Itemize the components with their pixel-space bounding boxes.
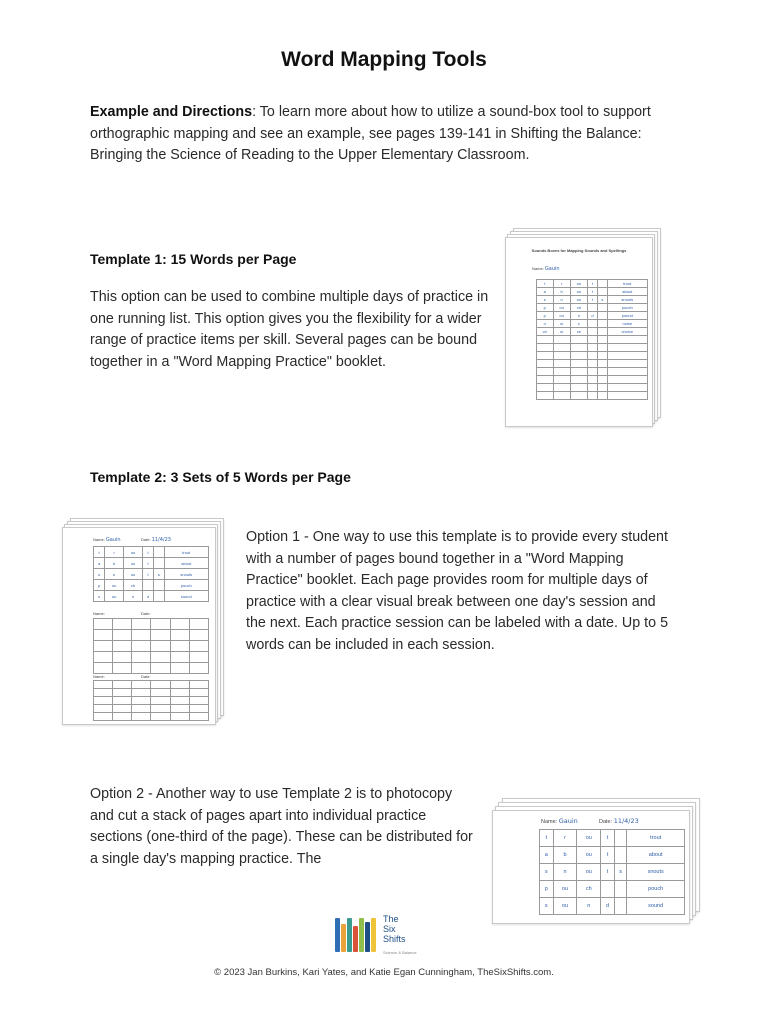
template2-option2: Option 2 - Another way to use Template 2 is to photocopy and cut a stack of pages apart into individual practice sections (one-third of the page). These can be distributed for a single day's mapping practice. The — [90, 786, 473, 867]
thumb2-name-value: Gauin — [105, 537, 121, 543]
logo-subtitle: Science & Balance — [383, 950, 417, 955]
thumb1-name-label: Name: — [532, 266, 544, 271]
logo-bar — [347, 918, 352, 952]
logo-text-line3: Shifts — [383, 934, 406, 944]
thumb1-name-value: Gauin — [544, 266, 560, 272]
template1-heading: Template 1: 15 Words per Page — [90, 251, 297, 267]
six-shifts-logo — [331, 912, 441, 958]
logo-bar — [359, 918, 364, 952]
logo-bar — [341, 924, 346, 952]
logo-text-line1: The — [383, 914, 399, 924]
template2-cut-thumbnail — [492, 798, 702, 926]
thumb2-date-label-2: Date: — [141, 611, 151, 616]
thumb3-date-value: 11/4/23 — [613, 817, 639, 825]
logo-bar — [371, 918, 376, 952]
thumb1-title: Sounds Boxes for Mapping Sounds and Spellings — [531, 248, 627, 253]
thumb2-name-label-3: Name: — [93, 674, 105, 679]
logo-bar — [353, 926, 358, 952]
template2-option1: Option 1 - One way to use this template is to provide every student with a number of pages bound together in a "Word Mapping Practice" booklet. Each page provides room for multiple days of practice with a clear visual break between one day's session and the next. Each practice session can be labeled with a date. Up to 5 words can be included in each session. — [246, 529, 669, 653]
thumb2-name-label: Name: — [93, 537, 105, 542]
thumb2-date-label-3: Date: — [141, 674, 151, 679]
thumb1-grid: t r ou t trout a b ou t about s n ou t s snouts p ou ch pouch p ou n d pound n oi z noise ch oi ce choice — [536, 279, 648, 400]
template2-heading: Template 2: 3 Sets of 5 Words per Page — [90, 469, 351, 485]
logo-text — [383, 914, 406, 944]
template2-thumbnail — [62, 518, 232, 733]
thumb2-name-label-2: Name: — [93, 611, 105, 616]
template1-thumbnail — [505, 228, 665, 433]
logo-bar — [335, 918, 340, 952]
thumb2-grid-3 — [93, 680, 209, 721]
thumb3-grid: t r ou t trout a b ou t about s n ou t s snouts p ou ch pouch s ou n d sound — [539, 829, 685, 915]
thumb3-date-label: Date: — [599, 819, 613, 825]
thumb2-grid-2 — [93, 618, 209, 674]
intro-lead: Example and Directions — [90, 104, 253, 120]
intro-paragraph — [90, 102, 680, 167]
page-title: Word Mapping Tools — [281, 48, 487, 71]
thumb2-date-label: Date: — [141, 537, 151, 542]
footer-copyright: © 2023 Jan Burkins, Kari Yates, and Katie Egan Cunningham, TheSixShifts.com. — [214, 967, 554, 978]
logo-text-line2: Six — [383, 924, 396, 934]
thumb2-grid-1: t r ou t trout a b ou t about s n ou t s snouts p ou ch pouch s ou n d sound — [93, 546, 209, 602]
thumb2-date-value: 11/4/23 — [151, 537, 171, 543]
logo-bar — [365, 922, 370, 952]
intro-text: : To learn more about how to utilize a sound-box tool to support orthographic mapping and see an example, see pages 139-141 in Shifting the Balance: Bringing the Science of Reading to the Upper Elementary Classroom. — [90, 104, 651, 163]
thumb3-name-label: Name: — [541, 819, 558, 825]
template1-text: This option can be used to combine multiple days of practice in one running list. This option gives you the flexibility for a wider range of practice items per skill. Several pages can be bound together in a "Word Mapping Practice" booklet. — [90, 289, 489, 370]
thumb3-name-value: Gauin — [558, 817, 578, 825]
